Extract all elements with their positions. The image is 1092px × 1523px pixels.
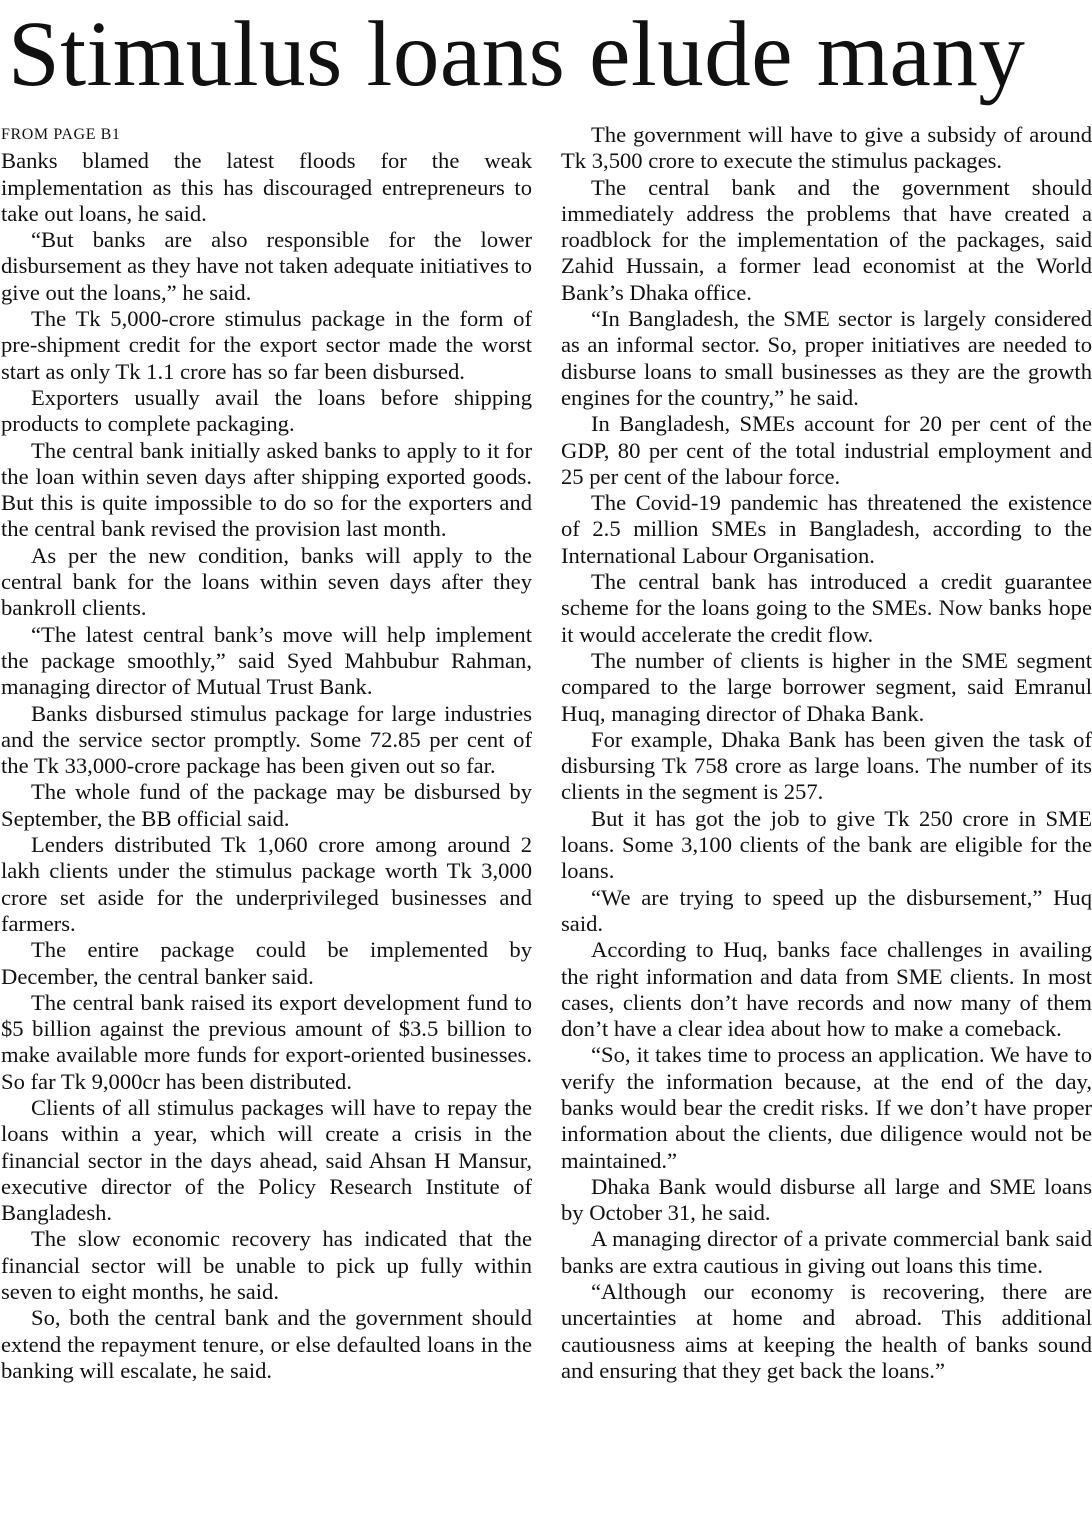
paragraph: The central bank raised its export development fund to $5 billion against the previous amount of $3.5 billion to make available more funds for export-oriented businesses. So far Tk 9,000cr has been distributed. (1, 989, 532, 1094)
article-column-right (561, 122, 1092, 1384)
paragraph: The Covid-19 pandemic has threatened the existence of 2.5 million SMEs in Bangladesh, according to the International Labour Organisation. (561, 490, 1092, 568)
paragraph: The government will have to give a subsidy of around Tk 3,500 crore to execute the stimulus packages. (561, 122, 1092, 174)
paragraph: The slow economic recovery has indicated that the financial sector will be unable to pick up fully within seven to eight months, he said. (1, 1226, 532, 1305)
paragraph: The entire package could be implemented by December, the central banker said. (1, 937, 532, 989)
paragraph: A managing director of a private commercial bank said banks are extra cautious in giving out loans this time. (561, 1226, 1092, 1278)
paragraph: Banks blamed the latest floods for the weak implementation as this has discouraged entrepreneurs to take out loans, he said. (1, 148, 532, 226)
paragraph: “So, it takes time to process an application. We have to verify the information because, at the end of the day, banks would bear the credit risks. If we don’t have proper information about the clients, due diligence would not be maintained.” (561, 1042, 1092, 1173)
article-column-left (1, 122, 532, 1384)
paragraph: “The latest central bank’s move will help implement the package smoothly,” said Syed Mahbubur Rahman, managing director of Mutual Trust Bank. (1, 621, 532, 700)
paragraph: The whole fund of the package may be disbursed by September, the BB official said. (1, 779, 532, 831)
paragraph: The central bank initially asked banks to apply to it for the loan within seven days after shipping exported goods. But this is quite impossible to do so for the exporters and the central bank revised the provision last month. (1, 437, 532, 542)
paragraph: The central bank and the government should immediately address the problems that have created a roadblock for the implementation of the packages, said Zahid Hussain, a former lead economist at the World Bank’s Dhaka office. (561, 174, 1092, 305)
paragraph: But it has got the job to give Tk 250 crore in SME loans. Some 3,100 clients of the bank are eligible for the loans. (561, 805, 1092, 884)
paragraph: According to Huq, banks face challenges in availing the right information and data from SME clients. In most cases, clients don’t have records and now many of them don’t have a clear idea about how to make a comeback. (561, 937, 1092, 1042)
paragraph: So, both the central bank and the government should extend the repayment tenure, or else defaulted loans in the banking will escalate, he said. (1, 1305, 532, 1383)
paragraph: Exporters usually avail the loans before shipping products to complete packaging. (1, 384, 532, 437)
paragraph: As per the new condition, banks will apply to the central bank for the loans within seven days after they bankroll clients. (1, 542, 532, 621)
jump-line: FROM PAGE B1 (1, 126, 121, 143)
paragraph: Lenders distributed Tk 1,060 crore among around 2 lakh clients under the stimulus package worth Tk 3,000 crore set aside for the underprivileged businesses and farmers. (1, 832, 532, 936)
paragraph: In Bangladesh, SMEs account for 20 per cent of the GDP, 80 per cent of the total industrial employment and 25 per cent of the labour force. (561, 411, 1092, 489)
paragraph: “We are trying to speed up the disbursement,” Huq said. (561, 884, 1092, 936)
paragraph: The number of clients is higher in the SME segment compared to the large borrower segment, said Emranul Huq, managing director of Dhaka Bank. (561, 647, 1092, 726)
paragraph: “But banks are also responsible for the lower disbursement as they have not taken adequate initiatives to give out the loans,” he said. (1, 227, 532, 305)
paragraph: Dhaka Bank would disburse all large and SME loans by October 31, he said. (561, 1173, 1092, 1226)
paragraph: For example, Dhaka Bank has been given the task of disbursing Tk 758 crore as large loans. The number of its clients in the segment is 257. (561, 726, 1092, 805)
paragraph: “Although our economy is recovering, there are uncertainties at home and abroad. This additional cautiousness aims at keeping the health of banks sound and ensuring that they get back the loans.” (561, 1279, 1092, 1383)
paragraph: The central bank has introduced a credit guarantee scheme for the loans going to the SMEs. Now banks hope it would accelerate the credit flow. (561, 569, 1092, 647)
paragraph: Clients of all stimulus packages will have to repay the loans within a year, which will create a crisis in the financial sector in the days ahead, said Ahsan H Mansur, executive director of the Policy Research Institute of Bangladesh. (1, 1094, 532, 1226)
paragraph: Banks disbursed stimulus package for large industries and the service sector promptly. Some 72.85 per cent of the Tk 33,000-crore package has been given out so far. (1, 700, 532, 779)
paragraph: The Tk 5,000-crore stimulus package in the form of pre-shipment credit for the export sector made the worst start as only Tk 1.1 crore has so far been disbursed. (1, 306, 532, 384)
paragraph: “In Bangladesh, the SME sector is largely considered as an informal sector. So, proper initiatives are needed to disburse loans to small businesses as they are the growth engines for the country,” he said. (561, 306, 1092, 410)
headline: Stimulus loans elude many (8, 3, 1026, 106)
